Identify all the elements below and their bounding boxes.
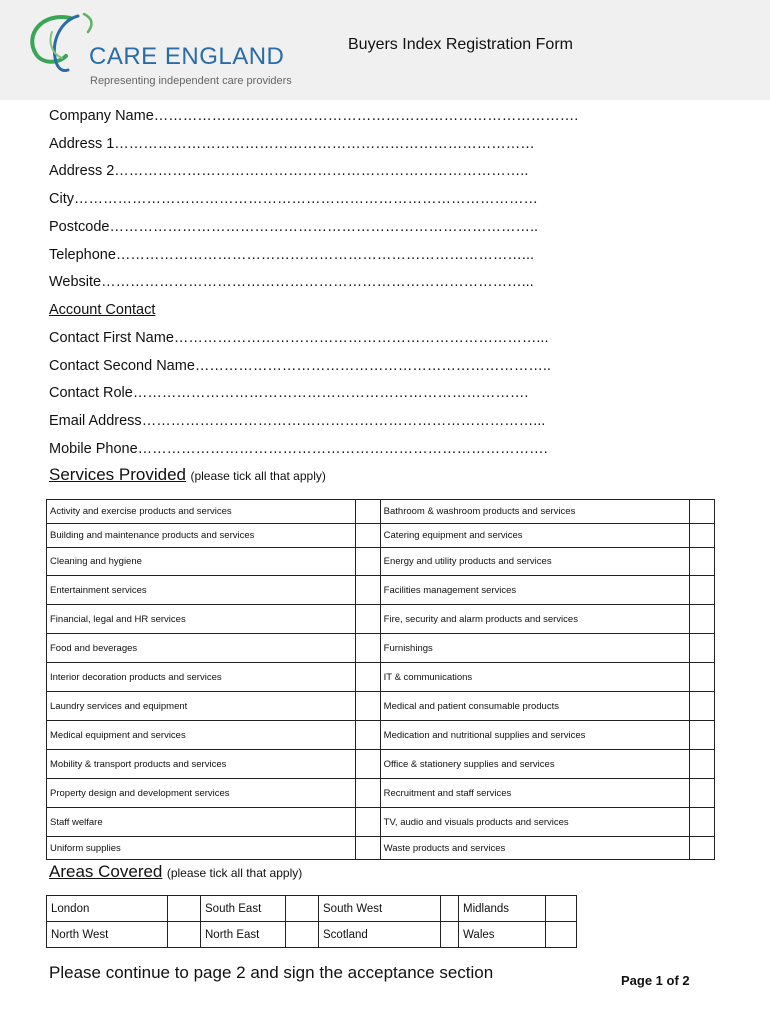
field-dots: ………………………………………………………………………. bbox=[132, 385, 529, 401]
tick-box[interactable] bbox=[355, 721, 380, 750]
tick-box[interactable] bbox=[355, 605, 380, 634]
field-label: Telephone bbox=[49, 247, 116, 263]
service-name: Facilities management services bbox=[380, 576, 689, 605]
tick-box[interactable] bbox=[689, 721, 714, 750]
area-name: Wales bbox=[459, 922, 546, 948]
field-dots: …………………………………………………………………………... bbox=[115, 247, 535, 263]
area-name: North East bbox=[201, 922, 286, 948]
contact-role-field[interactable] bbox=[49, 385, 528, 401]
table-row bbox=[47, 548, 715, 576]
field-dots: ……………………………………………………………….. bbox=[194, 358, 551, 374]
tick-box[interactable] bbox=[441, 922, 459, 948]
company-name-field[interactable] bbox=[49, 108, 578, 124]
service-name: Medical and patient consumable products bbox=[380, 692, 689, 721]
tick-box[interactable] bbox=[355, 837, 380, 860]
tick-box[interactable] bbox=[689, 500, 714, 524]
field-dots: …………………………………………………………………………. bbox=[137, 441, 548, 457]
area-name: South East bbox=[201, 896, 286, 922]
tick-box[interactable] bbox=[286, 896, 319, 922]
tick-box[interactable] bbox=[546, 922, 577, 948]
tick-box[interactable] bbox=[355, 548, 380, 576]
field-dots: …………………………………………………………………………… bbox=[114, 136, 535, 152]
tick-box[interactable] bbox=[355, 500, 380, 524]
service-name: Entertainment services bbox=[47, 576, 356, 605]
areas-title: Areas Covered bbox=[49, 862, 163, 881]
tick-box[interactable] bbox=[355, 779, 380, 808]
tick-box[interactable] bbox=[689, 779, 714, 808]
service-name: Furnishings bbox=[380, 634, 689, 663]
table-row bbox=[47, 779, 715, 808]
service-name: Uniform supplies bbox=[47, 837, 356, 860]
table-row bbox=[47, 500, 715, 524]
service-name: Staff welfare bbox=[47, 808, 356, 837]
service-name: Activity and exercise products and services bbox=[47, 500, 356, 524]
address-1-field[interactable] bbox=[49, 136, 535, 152]
table-row bbox=[47, 750, 715, 779]
areas-heading bbox=[49, 862, 302, 882]
services-note: (please tick all that apply) bbox=[190, 469, 326, 483]
service-name: Medication and nutritional supplies and services bbox=[380, 721, 689, 750]
field-label: Email Address bbox=[49, 413, 142, 429]
tick-box[interactable] bbox=[689, 634, 714, 663]
field-label: Contact Role bbox=[49, 385, 133, 401]
table-row bbox=[47, 634, 715, 663]
field-label: Address 1 bbox=[49, 136, 115, 152]
continue-note: Please continue to page 2 and sign the acceptance section bbox=[49, 963, 494, 982]
table-row bbox=[47, 896, 577, 922]
tick-box[interactable] bbox=[355, 634, 380, 663]
area-name: South West bbox=[319, 896, 441, 922]
table-row bbox=[47, 692, 715, 721]
field-dots: ………………………………………………………………………….. bbox=[114, 163, 529, 179]
services-heading bbox=[49, 465, 326, 485]
tick-box[interactable] bbox=[355, 663, 380, 692]
field-dots: ………………………………………………………………………... bbox=[141, 413, 546, 429]
contact-first-name-field[interactable] bbox=[49, 330, 549, 346]
tick-box[interactable] bbox=[355, 524, 380, 548]
service-name: Catering equipment and services bbox=[380, 524, 689, 548]
address-2-field[interactable] bbox=[49, 163, 528, 179]
service-name: Office & stationery supplies and services bbox=[380, 750, 689, 779]
email-address-field[interactable] bbox=[49, 413, 545, 429]
tick-box[interactable] bbox=[355, 692, 380, 721]
tick-box[interactable] bbox=[546, 896, 577, 922]
service-name: Medical equipment and services bbox=[47, 721, 356, 750]
service-name: Property design and development services bbox=[47, 779, 356, 808]
area-name: North West bbox=[47, 922, 168, 948]
service-name: Laundry services and equipment bbox=[47, 692, 356, 721]
org-tagline: Representing independent care providers bbox=[90, 75, 292, 87]
service-name: IT & communications bbox=[380, 663, 689, 692]
postcode-field[interactable] bbox=[49, 219, 538, 235]
service-name: Fire, security and alarm products and services bbox=[380, 605, 689, 634]
table-row bbox=[47, 524, 715, 548]
area-name: London bbox=[47, 896, 168, 922]
table-row bbox=[47, 663, 715, 692]
tick-box[interactable] bbox=[168, 896, 201, 922]
mobile-phone-field[interactable] bbox=[49, 441, 548, 457]
field-label: City bbox=[49, 191, 74, 207]
table-row bbox=[47, 837, 715, 860]
service-name: Mobility & transport products and services bbox=[47, 750, 356, 779]
services-title: Services Provided bbox=[49, 465, 187, 484]
service-name: Financial, legal and HR services bbox=[47, 605, 356, 634]
page-number: Page 1 of 2 bbox=[621, 973, 690, 988]
account-contact-heading: Account Contact bbox=[49, 302, 156, 318]
service-name: Cleaning and hygiene bbox=[47, 548, 356, 576]
tick-box[interactable] bbox=[689, 692, 714, 721]
tick-box[interactable] bbox=[689, 524, 714, 548]
field-dots: …………………………………………………………………………….. bbox=[109, 219, 539, 235]
table-row bbox=[47, 576, 715, 605]
tick-box[interactable] bbox=[689, 548, 714, 576]
field-dots: ……………………………………………………………………………... bbox=[101, 274, 534, 290]
field-label: Postcode bbox=[49, 219, 110, 235]
tick-box[interactable] bbox=[689, 663, 714, 692]
tick-box[interactable] bbox=[689, 750, 714, 779]
field-dots: ……………………………………………………………………………. bbox=[153, 108, 579, 124]
contact-second-name-field[interactable] bbox=[49, 358, 551, 374]
tick-box[interactable] bbox=[355, 576, 380, 605]
areas-table bbox=[46, 895, 577, 948]
field-label: Contact Second Name bbox=[49, 358, 195, 374]
field-label: Mobile Phone bbox=[49, 441, 138, 457]
field-label: Company Name bbox=[49, 108, 154, 124]
form-title: Buyers Index Registration Form bbox=[348, 36, 573, 53]
service-name: Interior decoration products and services bbox=[47, 663, 356, 692]
field-label: Website bbox=[49, 274, 102, 290]
tick-box[interactable] bbox=[441, 896, 459, 922]
tick-box[interactable] bbox=[689, 605, 714, 634]
tick-box[interactable] bbox=[689, 808, 714, 837]
city-field[interactable] bbox=[49, 191, 538, 207]
tick-box[interactable] bbox=[355, 808, 380, 837]
tick-box[interactable] bbox=[689, 837, 714, 860]
service-name: Energy and utility products and services bbox=[380, 548, 689, 576]
org-name: CARE ENGLAND bbox=[89, 43, 285, 70]
tick-box[interactable] bbox=[168, 922, 201, 948]
table-row bbox=[47, 922, 577, 948]
care-england-logo bbox=[22, 10, 292, 96]
areas-note: (please tick all that apply) bbox=[166, 866, 303, 880]
service-name: Food and beverages bbox=[47, 634, 356, 663]
field-dots: …………………………………………………………………………………… bbox=[73, 191, 538, 207]
area-name: Midlands bbox=[459, 896, 546, 922]
service-name: TV, audio and visuals products and services bbox=[380, 808, 689, 837]
page-header bbox=[0, 0, 770, 100]
field-label: Contact First Name bbox=[49, 330, 174, 346]
table-row bbox=[47, 721, 715, 750]
services-table bbox=[46, 499, 715, 860]
service-name: Waste products and services bbox=[380, 837, 689, 860]
service-name: Building and maintenance products and services bbox=[47, 524, 356, 548]
table-row bbox=[47, 808, 715, 837]
table-row bbox=[47, 605, 715, 634]
tick-box[interactable] bbox=[355, 750, 380, 779]
service-name: Bathroom & washroom products and services bbox=[380, 500, 689, 524]
telephone-field[interactable] bbox=[49, 247, 534, 263]
tick-box[interactable] bbox=[689, 576, 714, 605]
area-name: Scotland bbox=[319, 922, 441, 948]
website-field[interactable] bbox=[49, 274, 534, 290]
field-label: Address 2 bbox=[49, 163, 115, 179]
field-dots: …………………………………………………………………... bbox=[173, 330, 549, 346]
service-name: Recruitment and staff services bbox=[380, 779, 689, 808]
tick-box[interactable] bbox=[286, 922, 319, 948]
